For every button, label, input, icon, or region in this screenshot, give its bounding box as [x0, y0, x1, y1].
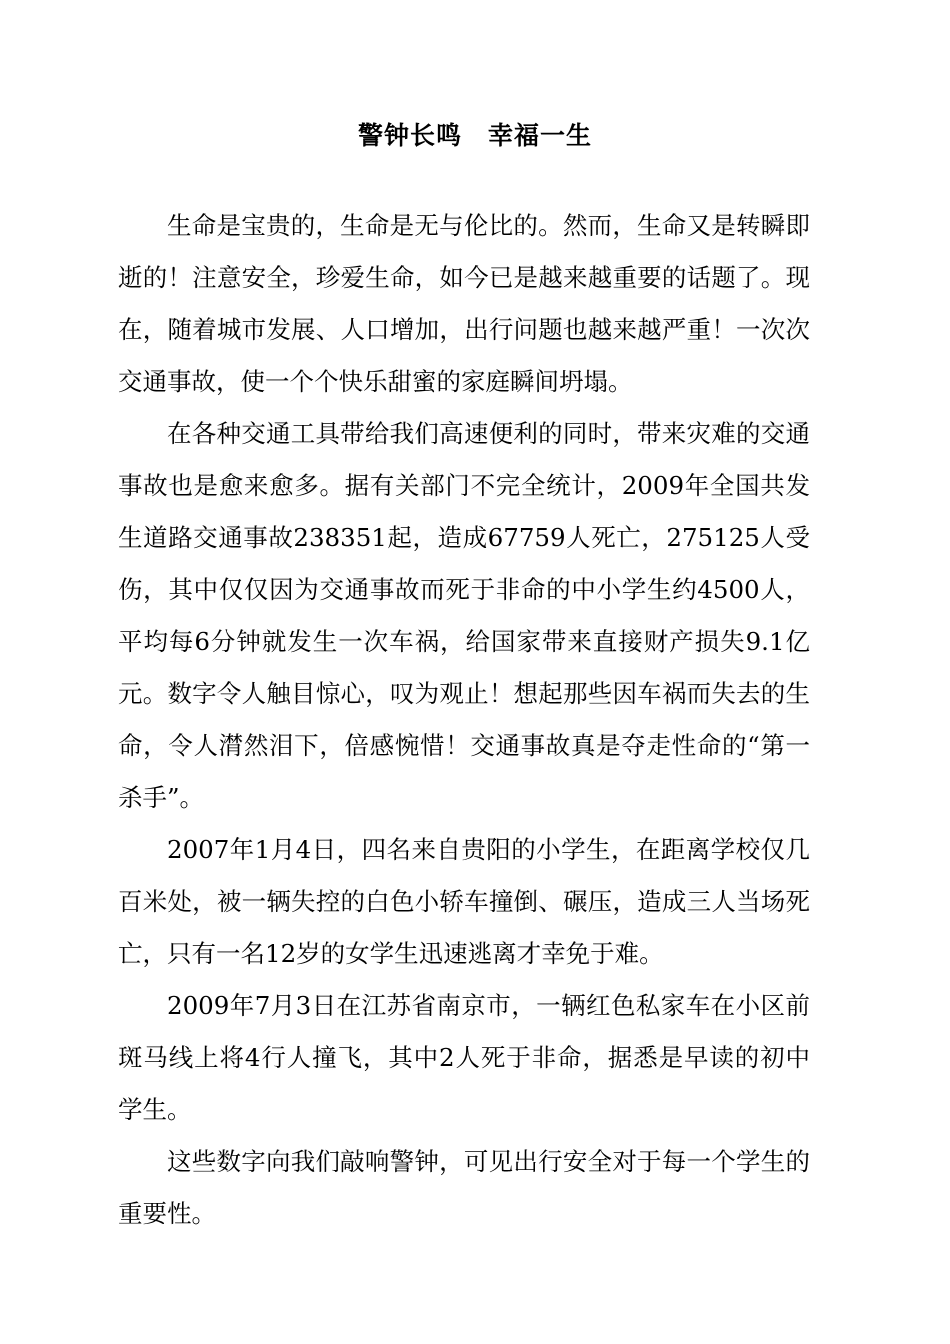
paragraph-5: 这些数字向我们敲响警钟，可见出行安全对于每一个学生的重要性。	[118, 1147, 810, 1228]
paragraph-3: 2007年1月4日，四名来自贵阳的小学生，在距离学校仅几百米处，被一辆失控的白色小轿车撞倒、碾压，造成三人当场死亡，只有一名12岁的女学生迅速逃离才幸免于难。	[118, 835, 810, 968]
document-title: 警钟长鸣 幸福一生	[357, 121, 592, 150]
paragraph-1: 生命是宝贵的，生命是无与伦比的。然而，生命又是转瞬即逝的！注意安全，珍爱生命，如今已是越来越重要的话题了。现在，随着城市发展、人口增加，出行问题也越来越严重！一次次交通事故，使一个个快乐甜蜜的家庭瞬间坍塌。	[118, 211, 810, 396]
paragraph-4: 2009年7月3日在江苏省南京市，一辆红色私家车在小区前斑马线上将4行人撞飞，其中2人死于非命，据悉是早读的初中学生。	[118, 991, 810, 1124]
document-body	[118, 200, 810, 1240]
paragraph-2: 在各种交通工具带给我们高速便利的同时，带来灾难的交通事故也是愈来愈多。据有关部门不完全统计，2009年全国共发生道路交通事故238351起，造成67759人死亡，275125人受伤，其中仅仅因为交通事故而死于非命的中小学生约4500人，平均每6分钟就发生一次车祸，给国家带来直接财产损失9.1亿元。数字令人触目惊心，叹为观止！想起那些因车祸而失去的生命，令人潸然泪下，倍感惋惜！交通事故真是夺走性命的“第一杀手”。	[118, 419, 810, 812]
